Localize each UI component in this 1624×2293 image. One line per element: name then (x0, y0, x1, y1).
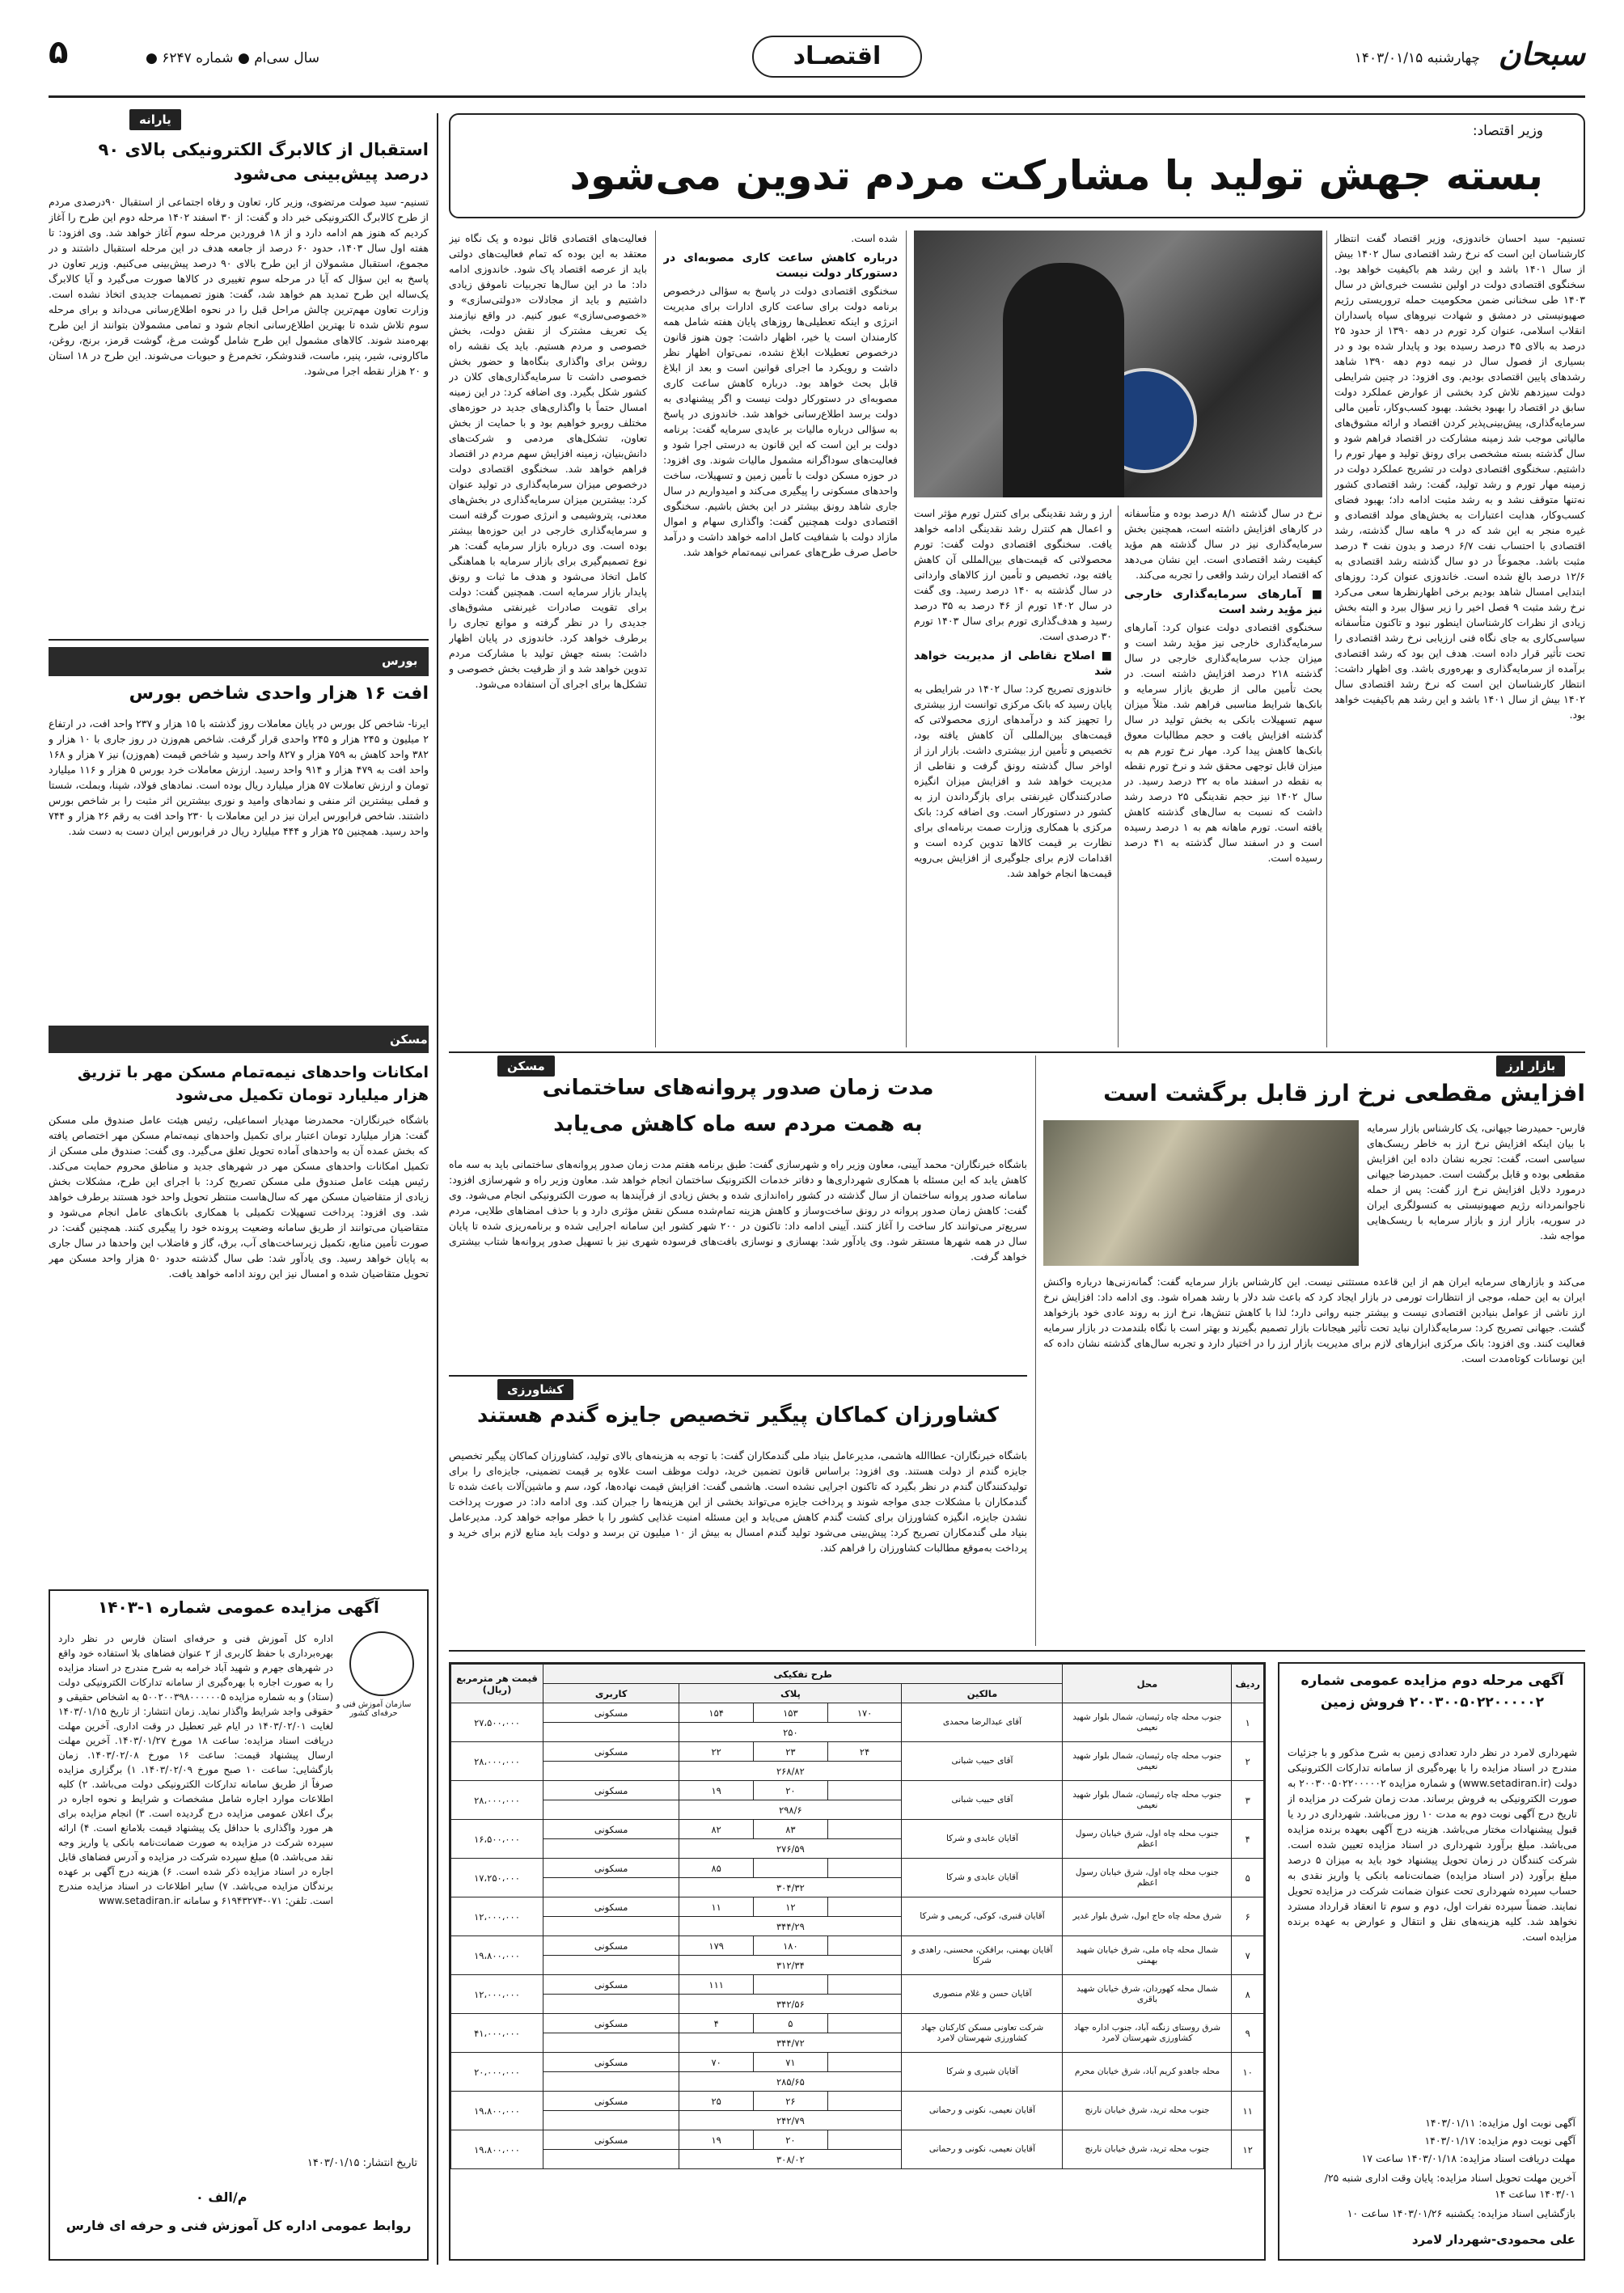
lead-col-1 (1334, 231, 1585, 1047)
arz-col-b (1043, 1274, 1585, 1646)
masthead-logo: سبحان (1498, 36, 1585, 72)
badge-bourse: بورس (382, 654, 418, 668)
cell-location: جنوب محله چاه اول، شرق خیابان رسول اعظم (1063, 1859, 1232, 1897)
mask-body (449, 1157, 1027, 1367)
kesh-text: باشگاه خبرنگاران- عطاالله هاشمی، مدیرعامل بنیاد ملی گندمکاران گفت: با توجه به هزینه‌های بالای تولید، کشاورزان کماکان پیگیر تخصیص جایزه گندم از دولت هستند. وی افزود: براساس قانون تضمین خرید، دولت موظف است علاوه بر قیمت تضمینی، جایزه‌ای را برای تولیدکنندگان گندم در نظر بگیرد که تاکنون اجرایی نشده است. هاشمی گفت: افزایش قیمت نهاده‌ها، کود، سم و ماشین‌آلات باعث شده تا گندمکاران با مشکلات جدی مواجه شوند و پرداخت جایزه می‌تواند بخشی از این هزینه‌ها را جبران کند. وی ادامه داد: در صورت پرداخت نشدن جایزه، انگیزه کشاورزان برای کشت گندم کاهش می‌یابد و این مسئله امنیت غذایی کشور را با خطر مواجه خواهد کرد. مدیرعامل بنیاد ملی گندمکاران تصریح کرد: پیش‌بینی می‌شود تولید گندم امسال به بیش از ۱۰ میلیون تن برسد و دولت باید منابع لازم برای خرید و پرداخت به‌موقع مطالبات کشاورزان را فراهم کند. (449, 1449, 1027, 1554)
cell-price: ۲۰،۰۰۰،۰۰۰ (451, 2053, 543, 2092)
cell-owner: آقایان عابدی و شرکا (902, 1820, 1063, 1859)
th-loc: محل (1063, 1665, 1232, 1703)
ad-body-text: اداره کل آموزش فنی و حرفه‌ای استان فارس در نظر دارد بهره‌برداری با حفظ کاربری از ۲ عنوان فضاهای بلا استفاده خود واقع در شهرهای جهرم و شهید آباد خرامه به شرح مندرج در اسناد مزایده را به صورت اجاره با بهره‌گیری از سامانه تدارکات الکترونیکی دولت (ستاد) و به شماره مزایده ۵۰۰۲۰۰۳۹۸۰۰۰۰۰۰۵ به اشخاص حقیقی و حقوقی واجد شرایط واگذار نماید. زمان انتشار: از تاریخ ۱۴۰۳/۰۱/۱۵ لغایت ۱۴۰۳/۰۲/۰۱ در ایام غیر تعطیل در وقت اداری. آخرین مهلت دریافت اسناد مزایده: ساعت ۱۸ مورخ ۱۴۰۳/۰۱/۲۷. آخرین مهلت ارسال پیشنهاد قیمت: ساعت ۱۶ مورخ ۱۴۰۳/۰۲/۰۸. زمان بازگشایی: ساعت ۱۰ صبح مورخ ۱۴۰۳/۰۲/۰۹. ۱) برگزاری مزایده صرفاً از طریق سامانه تدارکات الکترونیکی دولت می‌باشد. ۲) کلیه اطلاعات موارد اجاره شامل مشخصات و شرایط و نحوه اجاره در برگ اعلان عمومی مزایده درج گردیده است. ۳) انجام مزایده برای هر مورد واگذاری با حداقل یک پیشنهاد قیمت بلامانع است. ۴) ارائه سپرده شرکت در مزایده به صورت ضمانت‌نامه بانکی یا واریز وجه نقد می‌باشد. ۵) مبلغ سپرده شرکت در مزایده و آدرس فضاهای قابل اجاره در اسناد مزایده ذکر شده است. ۶) هزینه درج آگهی بر عهده برندگان مزایده می‌باشد. ۷) سایر اطلاعات در اسناد مزایده مندرج است. تلفن: ۰۷۱-۶۱۹۴۳۲۷۴ و سامانه www.setadiran.ir (58, 1633, 333, 1906)
lead-col-2 (1124, 506, 1322, 1047)
badge-mask: مسکن (497, 1056, 555, 1077)
left-article-1-body (49, 194, 429, 631)
cell-area-label (543, 1762, 679, 1781)
cell-plak: ۱۹ (679, 2130, 754, 2150)
cell-use: مسکونی (543, 1781, 679, 1800)
cell-price: ۱۷،۲۵۰،۰۰۰ (451, 1859, 543, 1897)
left-article-3-title: امکانات واحدهای نیمه‌تمام مسکن مهر با تزریق هزار میلیارد تومان تکمیل می‌شود (77, 1064, 429, 1104)
cell-plak (827, 1975, 902, 1995)
kesh-title: کشاورزان کماکان پیگیر تخصیص جایزه گندم هستند (476, 1403, 1000, 1428)
ad-logo (349, 1631, 414, 1696)
lead-headline: بسته جهش تولید با مشارکت مردم تدوین می‌شود (569, 152, 1543, 199)
cell-plak: ۱۵۳ (754, 1703, 828, 1723)
cell-plak (827, 1936, 902, 1956)
cell-plak (827, 1820, 902, 1839)
col-divider (1035, 1056, 1036, 1646)
lamerd-ad-text: شهرداری لامرد در نظر دارد تعدادی زمین به شرح مذکور و با جزئیات مندرج در اسناد مزایده را با بهره‌گیری از سامانه تدارکات الکترونیکی دولت (www.setadiran.ir) و شماره مزایده ۲۰۰۳۰۰۵۰۲۲۰۰۰۰۰۲ به صورت الکترونیکی به فروش برساند. مدت زمان شرکت در مزایده از تاریخ درج آگهی نوبت دوم به مدت ۱۰ روز می‌باشد. شهرداری در رد یا قبول پیشنهادات مختار می‌باشد. هزینه درج آگهی بعهده برنده مزایده می‌باشد. مبلغ برآورد شهرداری در اسناد مزایده تعیین شده است. شرکت کنندگان در زمان تحویل پیشنهاد خود باید به میزان ۵ درصد مبلغ برآورد (در اسناد مزایده) ضمانت‌نامه بانکی یا واریز نقدی به حساب سپرده شهرداری تحت عنوان ضمانت شرکت در مزایده تحویل نمایند. ضمناً سپرده نفرات اول، دوم و سوم تا انعقاد قرارداد مسترد نخواهد شد. کلیه هزینه‌های نقل و انتقال و عوارض به عهده برنده مزایده است. (1288, 1746, 1577, 1943)
cell-location: جنوب محله چاه رئیسان، شمال بلوار شهید نعیمی (1063, 1703, 1232, 1742)
lead-col-3a-text: ارز و رشد نقدینگی برای کنترل تورم مؤثر است و اعمال هم کنترل رشد نقدینگی ادامه خواهد یافت. سخنگوی اقتصادی دولت گفت: تورم محصولاتی که قیمت‌های بین‌المللی آن کاهش یافته بود، تخصیص و تأمین ارز کالاهای وارداتی در سال گذشته به ۱۴۰ درصد رسید. وی گفت در سال ۱۴۰۲ تورم از ۴۶ درصد به ۳۵ درصد رسید و هدف‌گذاری تورم برای سال ۱۴۰۳ تورم ۳۰ درصدی است. (914, 507, 1112, 642)
cell-use: مسکونی (543, 1897, 679, 1917)
technical-auction-ad (49, 1589, 429, 2261)
cell-price: ۱۶،۵۰۰،۰۰۰ (451, 1820, 543, 1859)
cell-use: مسکونی (543, 1820, 679, 1839)
badge-maskan: مسکن (390, 1032, 428, 1047)
arz-col-a (1367, 1120, 1585, 1266)
cell-use: مسکونی (543, 1703, 679, 1723)
land-table-wrap (449, 1662, 1266, 2261)
lead-subhead-3: درباره کاهش ساعت کاری مصوبه‌ای در دستورکار دولت نیست (663, 252, 898, 280)
cell-row-number: ۴ (1232, 1820, 1264, 1859)
left-article-2-text: ایرنا- شاخص کل بورس در پایان معاملات روز گذشته با ۱۵ هزار و ۲۳۷ واحد افت، در ارتفاع ۲ میلیون و ۲۴۵ هزار و ۲۴۵ واحدی قرار گرفت. شاخص هم‌وزن در روز جاری با ۱۰ هزار و ۳۸۲ واحد کاهش به ۷۵۹ هزار و ۸۲۷ واحد رسید و شاخص قیمت (هم‌وزن) نیز ۷ هزار و ۱۶۸ واحد افت به ۴۷۹ هزار و ۹۱۴ واحد رسید. ارزش معاملات خرد بورس ۵ هزار و ۱۱۶ میلیارد تومان و ارزش تعاملات ۵۷ هزار میلیارد ریال بوده است. نمادهای فولاد، شپنا، وبملت، شستا و فملی بیشترین اثر منفی و نمادهای وامید و نوری بیشترین اثر مثبت را بر شاخص بورس داشتند. شاخص فرابورس ایران نیز در این معاملات با ۲۳۰ واحد افت به رقم ۲۶ هزار و ۷۴۴ واحد رسید. همچنین ۲۵ هزار و ۴۴۴ میلیارد ریال در فرابورس ایران دست به دست شد. (49, 717, 429, 837)
cell-plak: ۲۶ (754, 2092, 828, 2111)
table-row (451, 1897, 1264, 1917)
table-row (451, 2092, 1264, 2111)
masthead-rule (49, 95, 1585, 98)
lead-col-4a-text: شده است. (851, 232, 898, 244)
table-row (451, 1781, 1264, 1800)
lead-col-2a-text: نرخ در سال گذشته ۸/۱ درصد بوده و متأسفانه در کارهای افزایش داشته است، همچنین بخش سرمایه‌گذاری نیز در سال گذشته هم مؤید کیفیت رشد اقتصادی است. این نشان می‌دهد که اقتصاد ایران رشد واقعی را تجربه می‌کند. (1124, 507, 1322, 581)
cell-plak (827, 2130, 902, 2150)
lead-col-2b-text: سخنگوی اقتصادی دولت عنوان کرد: آمارهای سرمایه‌گذاری خارجی نیز مؤید رشد است و میزان جذب سرمایه‌گذاری خارجی در سال گذشته ۲۱۸ درصد افزایش داشته است. در بحث تأمین مالی از طریق بازار سرمایه و بانک‌ها شرایط مناسبی فراهم شد. مثلاً میزان سهم تسهیلات بانکی به بخش تولید در سال گذشته افزایش یافت و حجم مطالبات معوق بانک‌ها کاهش پیدا کرد. مهار نرخ تورم هم به میزان قابل توجهی محقق شد و نرخ تورم نقطه به نقطه در اسفند ماه به ۳۲ درصد رسید. در سال ۱۴۰۲ نیز حجم نقدینگی ۲۵ درصد رشد داشت که نسبت به سال‌های گذشته کاهش یافته است. تورم ماهانه هم به ۱ درصد رسیده است و در اسفند سال گذشته به ۴۱ درصد رسیده است. (1124, 621, 1322, 864)
cell-plak (827, 1897, 902, 1917)
cell-owner: آقایان بهمنی، برافکن، محسنی، راهدی و شرکا (902, 1936, 1063, 1975)
cell-plak: ۱۱ (679, 1897, 754, 1917)
cell-use: مسکونی (543, 2092, 679, 2111)
arz-title: افزایش مقطعی نرخ ارز قابل برگشت است (1103, 1080, 1585, 1106)
lamerd-date-1: آگهی نوبت اول مزایده: ۱۴۰۳/۰۱/۱۱ (1425, 2117, 1575, 2129)
cell-row-number: ۸ (1232, 1975, 1264, 2014)
cell-plak: ۲۵ (679, 2092, 754, 2111)
cell-price: ۴۱،۰۰۰،۰۰۰ (451, 2014, 543, 2053)
cell-location: شرق روستای زنگنه آباد، جنوب اداره جهاد کشاورزی شهرستان لامرد (1063, 2014, 1232, 2053)
cell-area-label (543, 1917, 679, 1936)
th-row: ردیف (1232, 1665, 1264, 1703)
ad-date: تاریخ انتشار: ۱۴۰۳/۰۱/۱۵ (307, 2157, 417, 2169)
cell-area: ۳۴۴/۷۲ (679, 2033, 902, 2053)
col-divider (1326, 231, 1327, 1047)
cell-price: ۲۸،۰۰۰،۰۰۰ (451, 1742, 543, 1781)
cell-location: جنوب محله چاه اول، شرق خیابان رسول اعظم (1063, 1820, 1232, 1859)
lead-col-5-text: فعالیت‌های اقتصادی قائل نبوده و یک نگاه نیز معتقد به این بوده که تمام فعالیت‌های دولتی باید از عرصه اقتصاد پاک شود. خاندوزی ادامه داد: ما در این سال‌ها تجربیات ناموفق زیادی داشتیم و باید از مجادلات «دولتی‌سازی» و «خصوصی‌سازی» عبور کنیم. در واقع نیازمند یک تعریف مشترک از نقش دولت، بخش خصوصی و مردم هستیم. باید یک نقشه راه روشن برای واگذاری بنگاه‌ها و حضور بخش خصوصی داشت تا سرمایه‌گذاری‌های کلان در کشور شکل بگیرد. وی اضافه کرد: در این زمینه امسال حتماً با واگذاری‌های جدید در حوزه‌های مختلف روبرو خواهیم بود و با حمایت از بخش تعاون، تشکل‌های مردمی و شرکت‌های دانش‌بنیان، زمینه افزایش سهم مردم در اقتصاد فراهم خواهد شد. سخنگوی اقتصادی دولت درخصوص میزان سرمایه‌گذاری در تولید عنوان کرد: بیشترین میزان سرمایه‌گذاری در بخش‌های معدنی، پتروشیمی و انرژی صورت گرفته است و سرمایه‌گذاری خارجی در این حوزه‌ها بیشتر بوده است. وی درباره بازار سرمایه گفت: هر نوع تصمیم‌گیری برای بازار سرمایه با هماهنگی کامل اتخاذ می‌شود و هدف ما ثبات و رونق پایدار بازار سرمایه است. همچنین گفت: دولت برای تقویت صادرات غیرنفتی مشوق‌های جدیدی را در نظر گرفته و موانع تجاری را برطرف خواهد کرد. خاندوزی در پایان اظهار داشت: بسته جهش تولید با مشارکت مردم تدوین خواهد شد و از ظرفیت بخش خصوصی و تشکل‌ها برای اجرای آن استفاده می‌شود. (449, 232, 647, 690)
cell-plak (754, 1975, 828, 1995)
left-article-2-title: افت ۱۶ هزار واحدی شاخص بورس (129, 683, 429, 704)
lamerd-date-3: مهلت دریافت اسناد مزایده: ۱۴۰۳/۰۱/۱۸ ساعت ۱۷ (1361, 2152, 1575, 2164)
left-article-1-title: استقبال از کالابرگ الکترونیکی بالای ۹۰ درصد پیش‌بینی می‌شود (98, 140, 429, 184)
cell-plak: ۱۱۱ (679, 1975, 754, 1995)
masthead-issue: سال سی‌ام ● شماره ۶۲۴۷ ● (146, 50, 320, 66)
cell-plak (827, 1781, 902, 1800)
table-row (451, 1742, 1264, 1762)
th-price: قیمت هر مترمربع (ریال) (451, 1665, 543, 1703)
cell-location: جنوب محله ترید، شرق خیابان نارنج (1063, 2130, 1232, 2169)
cell-plak (754, 1859, 828, 1878)
cell-owner: آقایان قنبری، کوکی، کریمی و شرکا (902, 1897, 1063, 1936)
cell-area: ۳۱۲/۳۴ (679, 1956, 902, 1975)
kesh-rule (449, 1375, 1027, 1377)
cell-plak (827, 1859, 902, 1878)
cell-area: ۲۵۰ (679, 1723, 902, 1742)
lead-col-4 (663, 231, 898, 1047)
table-row (451, 2014, 1264, 2033)
cell-location: جنوب محله چاه رئیسان، شمال بلوار شهید نعیمی (1063, 1742, 1232, 1781)
lamerd-date-5: بازگشایی اسناد مزایده: یکشنبه ۱۴۰۳/۰۱/۲۶ ساعت ۱۰ (1347, 2207, 1575, 2219)
cell-area: ۳۴۴/۲۹ (679, 1917, 902, 1936)
cell-location: جنوب محله ترید، شرق خیابان نارنج (1063, 2092, 1232, 2130)
cell-location: شمال محله کهوردان، شرق خیابان شهید باقری (1063, 1975, 1232, 2014)
cell-plak: ۸۵ (679, 1859, 754, 1878)
ad-org: سازمان آموزش فنی و حرفه‌ای کشور (336, 1700, 412, 1718)
maskan-banner (49, 1026, 429, 1053)
cell-price: ۱۹،۸۰۰،۰۰۰ (451, 1936, 543, 1975)
cell-area-label (543, 2150, 679, 2169)
cell-plak: ۸۲ (679, 1820, 754, 1839)
cell-use: مسکونی (543, 1936, 679, 1956)
cell-price: ۱۲،۰۰۰،۰۰۰ (451, 1897, 543, 1936)
lamerd-auction-ad (1278, 1662, 1585, 2261)
th-plak: پلاک (679, 1684, 902, 1703)
bourse-banner (49, 647, 429, 676)
cell-row-number: ۷ (1232, 1936, 1264, 1975)
cell-plak: ۸۳ (754, 1820, 828, 1839)
left-article-2-body (49, 716, 429, 1015)
arz-photo (1043, 1120, 1359, 1266)
cell-owner: آقای عبدالرضا محمدی (902, 1703, 1063, 1742)
cell-plak: ۲۰ (754, 2130, 828, 2150)
cell-row-number: ۱۰ (1232, 2053, 1264, 2092)
cell-plak: ۱۷۹ (679, 1936, 754, 1956)
table-row (451, 2053, 1264, 2072)
table-row (451, 1975, 1264, 1995)
cell-price: ۱۹،۸۰۰،۰۰۰ (451, 2130, 543, 2169)
cell-area-label (543, 1723, 679, 1742)
cell-plak: ۷۱ (754, 2053, 828, 2072)
lead-col-3b-text: خاندوزی تصریح کرد: سال ۱۴۰۲ در شرایطی به پایان رسید که بانک مرکزی توانست ارز بیشتری را تجهیز کند و درآمدهای ارزی محصولاتی که قیمت‌های بین‌المللی آن کاهش یافته بود، تخصیص و تأمین ارز بیشتری داشت. بازار ارز از اواخر سال گذشته رونق گرفت و نقاطی از مدیریت خواهد شد و افزایش میزان انگیزه صادرکنندگان غیرنفتی برای بازگرداندن ارز به کشور در دستورکار است. وی اضافه کرد: بانک مرکزی با همکاری وزارت صمت برنامه‌ای برای نظارت بر قیمت کالاها تدوین کرده است و اقدامات لازم برای جلوگیری از افزایش بی‌رویه قیمت‌ها انجام خواهد شد. (914, 683, 1112, 879)
table-row (451, 1859, 1264, 1878)
cell-use: مسکونی (543, 1859, 679, 1878)
cell-row-number: ۶ (1232, 1897, 1264, 1936)
cell-location: شمال محله چاه ملی، شرق خیابان شهید بهمنی (1063, 1936, 1232, 1975)
cell-plak (827, 2053, 902, 2072)
cell-area: ۲۸۵/۶۵ (679, 2072, 902, 2092)
cell-owner: آقایان شیری و شرکا (902, 2053, 1063, 2092)
mask-title-2: به همت مردم سه ماه کاهش می‌یابد (553, 1112, 923, 1136)
cell-row-number: ۱۱ (1232, 2092, 1264, 2130)
cell-area: ۲۴۲/۷۹ (679, 2111, 902, 2130)
lead-kicker: وزیر اقتصاد: (1472, 123, 1543, 139)
cell-price: ۲۸،۰۰۰،۰۰۰ (451, 1781, 543, 1820)
lead-col-5 (449, 231, 647, 1047)
cell-area-label (543, 1800, 679, 1820)
cell-plak (827, 2014, 902, 2033)
kesh-body (449, 1448, 1027, 1642)
cell-owner: شرکت تعاونی مسکن کارکنان جهاد کشاورزی شهرستان لامرد (902, 2014, 1063, 2053)
cell-area: ۲۶۸/۸۲ (679, 1762, 902, 1781)
cell-price: ۱۹،۸۰۰،۰۰۰ (451, 2092, 543, 2130)
mask-text: باشگاه خبرنگاران- محمد آیینی، معاون وزیر راه و شهرسازی گفت: طبق برنامه هفتم مدت زمان صدور پروانه‌های ساختمانی باید به سه ماه کاهش یابد که این مسئله با همکاری شهرداری‌ها و دفاتر خدمات الکترونیک ساختمان انجام خواهد شد. معاون وزیر راه و شهرسازی افزود: سامانه صدور پروانه ساختمان از سال گذشته در کشور راه‌اندازی شده و بخش زیادی از فرآیندها به صورت الکترونیکی انجام می‌شود. وی گفت: کاهش زمان صدور پروانه در رونق ساخت‌وساز و کاهش هزینه تمام‌شده مسکن نقش مؤثری دارد و با حذف امضاهای طلایی، مردم سریع‌تر می‌توانند کار ساخت را آغاز کنند. آیینی ادامه داد: تاکنون در ۲۰۰ شهر کشور این سامانه اجرایی شده و برنامه‌ریزی شده تا پایان سال در همه شهرها مستقر شود. وی یادآور شد: بهسازی و نوسازی بافت‌های فرسوده شهری نیز با تسهیل صدور پروانه‌ها شتاب بیشتری خواهد گرفت. (449, 1158, 1027, 1263)
left-article-3-body (49, 1112, 429, 1581)
lead-subhead-2: ■ اصلاح نقاطی از مدیریت خواهد شد (914, 649, 1112, 678)
mask-title-1: مدت زمان صدور پروانه‌های ساختمانی (542, 1076, 934, 1100)
cell-row-number: ۲ (1232, 1742, 1264, 1781)
speaker-figure (1003, 263, 1124, 497)
lead-subhead-1: ■ آمارهای سرمایه‌گذاری خارجی نیز مؤید رشد است (1124, 588, 1322, 616)
table-row (451, 1703, 1264, 1723)
cell-row-number: ۱ (1232, 1703, 1264, 1742)
cell-area-label (543, 1956, 679, 1975)
th-use: کاربری (543, 1684, 679, 1703)
cell-owner: آقای حبیب شبانی (902, 1781, 1063, 1820)
land-table-body (451, 1703, 1264, 2169)
arz-text-b: می‌کند و بازارهای سرمایه ایران هم از این قاعده مستثنی نیست. این کارشناس بازار سرمایه گفت: گمانه‌زنی‌ها درباره واکنش ایران به این حمله، موجی از انتظارات تورمی در بازار ایجاد کرد که باعث شد دلار با رشد همراه شود. وی ادامه داد: افزایش نرخ ارز ناشی از عوامل بنیادین اقتصادی نیست و بیشتر جنبه روانی دارد؛ لذا با کاهش تنش‌ها، نرخ ارز به روند عادی خود بازخواهد گشت. جیهانی تصریح کرد: سرمایه‌گذاران نباید تحت تأثیر هیجانات بازار تصمیم بگیرند و بهتر است با نگاه بلندمدت در بازار سرمایه فعالیت کنند. وی افزود: بانک مرکزی ابزارهای لازم برای مدیریت بازار ارز را در اختیار دارد و تجربه سال‌های گذشته نشان داده که این نوسانات کوتاه‌مدت است. (1043, 1276, 1585, 1364)
cell-area-label (543, 2072, 679, 2092)
left-rule-1 (49, 639, 429, 641)
lead-col-3 (914, 506, 1112, 1047)
table-row (451, 2130, 1264, 2150)
arz-text-a: فارس- حمیدرضا جیهانی، یک کارشناس بازار سرمایه با بیان اینکه افزایش نرخ ارز به خاطر ریسک‌های سیاسی است، گفت: تجربه نشان داده این افزایش مقطعی بوده و قابل برگشت است. حمیدرضا جیهانی درمورد دلایل افزایش نرخ ارز گفت: پس از حمله ناجوانمردانه رژیم صهیونیستی به کنسولگری ایران در سوریه، بازار ارز و بازار سرمایه با ریسک‌هایی مواجه شد. (1367, 1122, 1585, 1242)
badge-yaraneh: یارانه (129, 109, 181, 130)
cell-use: مسکونی (543, 2130, 679, 2150)
cell-area-label (543, 1995, 679, 2014)
cell-plak: ۲۲ (679, 1742, 754, 1762)
lamerd-date-4: آخرین مهلت تحویل اسناد مزایده: پایان وقت اداری شنبه ۲۵/ ۱۴۰۳/۰۱ ساعت ۱۴ (1324, 2172, 1575, 2200)
lamerd-date-2: آگهی نوبت دوم مزایده: ۱۴۰۳/۰۱/۱۷ (1424, 2134, 1575, 2147)
th-plan: طرح تفکیکی (543, 1665, 1063, 1684)
lead-headline-box (449, 113, 1585, 218)
table-row (451, 1820, 1264, 1839)
cell-row-number: ۵ (1232, 1859, 1264, 1897)
cell-price: ۲۷،۵۰۰،۰۰۰ (451, 1703, 543, 1742)
cell-area: ۲۹۸/۶ (679, 1800, 902, 1820)
cell-area-label (543, 2033, 679, 2053)
mid-rule (449, 1051, 1585, 1053)
cell-use: مسکونی (543, 1975, 679, 1995)
cell-price: ۱۲،۰۰۰،۰۰۰ (451, 1975, 543, 2014)
cell-plak: ۵ (754, 2014, 828, 2033)
lead-col-1-text: تسنیم- سید احسان خاندوزی، وزیر اقتصاد گفت انتظار کارشناسان این است که نرخ رشد اقتصادی سال ۱۴۰۲ بیش از سال ۱۴۰۱ باشد و این رشد هم باکیفیت خواهد بود. سخنگوی اقتصادی دولت در اولین نشست خبری‌اش در سال ۱۴۰۳ طی سخنانی ضمن محکومیت حمله تروریستی رژیم صهیونیستی در دمشق و شهادت نیروهای سپاه پاسداران انقلاب اسلامی، عنوان کرد تورم در دهه ۱۳۹۰ از حدود ۲۵ درصد به بالای ۴۵ درصد رسیده بود و پایدار شده بود و در بسیاری از فصول سال در نیمه دوم دهه ۱۳۹۰ شاهد رشدهای پایین اقتصادی بودیم. وی افزود: در چنین شرایطی دولت سیزدهم تلاش کرد بخشی از عوارض عملکرد دولت سابق در اقتصاد را بهبود بخشد. بهبود کسب‌وکار، تأمین مالی سرمایه‌گذاری، پیش‌بینی‌پذیر کردن اقتصاد و ارائه مشوق‌های مالیاتی موجب شد زمینه مشارکت در اقتصاد فراهم شود و سال گذشته بسته مشخصی برای رونق تولید و مهار تورم را داشتیم. سخنگوی اقتصادی دولت در تشریح عملکرد دولت در زمینه مهار تورم و رشد تولید، گفت: رشد اقتصادی کشور نه‌تنها متوقف نشد و به رشد مثبت ادامه داد؛ بهبود فضای کسب‌وکار، هدایت اعتبارات به بخش‌های مولد اقتصادی و غیره منجر به این شد که در ۹ ماهه سال گذشته، رشد اقتصادی با احتساب نفت ۶/۷ درصد و بدون نفت ۴ درصد مثبت باشد. مجموعاً در دو سال گذشته رشد اقتصادی به ۱۲/۶ درصد بالغ شده است. خاندوزی عنوان کرد: روزهای ابتدایی امسال شاهد بودیم برخی اظهارنظرها سعی می‌کرد نرخ رشد مثبت ۹ فصل اخیر را زیر سؤال ببرد و البته بخش زیادی از نظرات کارشناسان اینطور نبود و تاکنون متأسفانه سیاسی‌کاری به جای نگاه فنی ارزیابی نرخ رشد اقتصادی را تحت تأثیر قرار داده است. هدف این بود که رشد اقتصادی برآمده از سرمایه‌گذاری و بهره‌وری باشد. وی اظهار داشت: انتظار کارشناسان این است که نرخ رشد اقتصادی سال ۱۴۰۲ بیش از سال ۱۴۰۱ باشد و این رشد هم باکیفیت خواهد بود. (1334, 232, 1585, 721)
left-column-divider (437, 113, 438, 2265)
cell-row-number: ۳ (1232, 1781, 1264, 1820)
cell-owner: آقای حبیب شبانی (902, 1742, 1063, 1781)
cell-location: محله جاهدو کریم آباد، شرق خیابان محرم (1063, 2053, 1232, 2092)
col-divider (1118, 506, 1119, 1047)
bottom-rule (449, 1650, 1585, 1652)
cell-row-number: ۱۲ (1232, 2130, 1264, 2169)
lamerd-signer: علی محمودی-شهردار لامرد (1411, 2232, 1575, 2247)
table-row (451, 1936, 1264, 1956)
ad-code: م/الف ۰ (196, 2189, 247, 2205)
cell-area-label (543, 1878, 679, 1897)
badge-kesh: کشاورزی (497, 1379, 573, 1400)
lead-col-4b-text: سخنگوی اقتصادی دولت در پاسخ به سؤالی درخصوص برنامه دولت برای ساعت کاری ادارات برای مدیریت انرژی و اینکه تعطیلی‌ها روزهای پایان هفته شامل همه کارمندان است یا خیر، اظهار داشت: چون هنوز قانون درخصوص تعطیلات ابلاغ نشده، نمی‌توان اظهار نظر داشت و رویکرد ما اجرای قوانین است و بعد از ابلاغ قابل بحث خواهد بود. درباره کاهش ساعت کاری مصوبه‌ای در دستورکار دولت نیست و اگر پیشنهادی به دولت برسد اطلاع‌رسانی خواهد شد. خاندوزی در پاسخ به سؤالی درباره مالیات بر عایدی سرمایه گفت: برنامه دولت بر این است که این قانون به درستی اجرا شود و فعالیت‌های سوداگرانه مشمول مالیات شوند. وی افزود: در حوزه مسکن دولت با تأمین زمین و تسهیلات، ساخت واحدهای مسکونی را پیگیری می‌کند و امیدواریم در سال جاری شاهد رونق بیشتر در این بخش باشیم. سخنگوی اقتصادی دولت همچنین گفت: واگذاری سهام و اموال مازاد دولت با شفافیت کامل ادامه خواهد داشت و درآمد حاصل صرف طرح‌های عمرانی نیمه‌تمام خواهد شد. (663, 285, 898, 558)
cell-area: ۲۷۶/۵۹ (679, 1839, 902, 1859)
cell-area: ۳۰۸/۰۲ (679, 2150, 902, 2169)
cell-plak: ۲۴ (827, 1742, 902, 1762)
left-article-1-text: تسنیم- سید صولت مرتضوی، وزیر کار، تعاون و رفاه اجتماعی از استقبال ۹۰درصدی مردم از طرح کالابرگ الکترونیکی خبر داد و گفت: از ۳۰ اسفند ۱۴۰۲ مرحله دوم این طرح را آغاز کردیم که هنوز هم ادامه دارد و از ۱۸ فروردین مرحله سوم آغاز خواهد شد. وی افزود: تا هفته اول سال ۱۴۰۳، حدود ۶۰ درصد از جامعه هدف در این مرحله استقبال داشتند و در مجموع، استقبال مشمولان از این طرح بالای ۹۰ درصد پیش‌بینی می‌کنیم. وزیر تعاون در پاسخ به این سؤال که آیا در مرحله سوم تغییری در کالاها صورت می‌گیرد و آیا کالابرگ یک‌ساله این طرح تمدید هم خواهد شد، گفت: هنوز تصمیمات جدیدی اتخاذ نشده است. وزارت تعاون مهم‌ترین چالش مراحل قبل را در نحوه اطلاع‌رسانی می‌داند و برای مرحله سوم تلاش شده تا بهترین اطلاع‌رسانی انجام شود و تمامی مشمولان بتوانند از این طرح بهره‌مند شوند. کالاهای مشمول این طرح شامل گوشت مرغ، گوشت قرمز، برنج، روغن، ماکارونی، شیر، پنیر، ماست، قندوشکر، تخم‌مرغ و حبوبات می‌شوند. این طرح در ۱۸ استان و ۲۰ هزار نقطه اجرا می‌شود. (49, 196, 429, 377)
col-divider (906, 231, 907, 1047)
cell-row-number: ۹ (1232, 2014, 1264, 2053)
badge-arz: بازار ارز (1496, 1056, 1565, 1077)
masthead-date: چهارشنبه ۱۴۰۳/۰۱/۱۵ (1354, 50, 1480, 66)
cell-plak: ۴ (679, 2014, 754, 2033)
cell-plak: ۲۰ (754, 1781, 828, 1800)
cell-location: جنوب محله چاه رئیسان، شمال بلوار شهید نعیمی (1063, 1781, 1232, 1820)
cell-plak: ۱۹ (679, 1781, 754, 1800)
cell-plak: ۱۸۰ (754, 1936, 828, 1956)
cell-use: مسکونی (543, 1742, 679, 1762)
cell-area: ۳۴۲/۵۶ (679, 1995, 902, 2014)
cell-owner: آقایان نعیمی، نکونی و رحمانی (902, 2092, 1063, 2130)
cell-area-label (543, 2111, 679, 2130)
section-title (752, 36, 922, 78)
cell-owner: آقایان نعیمی، نکونی و رحمانی (902, 2130, 1063, 2169)
cell-plak (827, 2092, 902, 2111)
cell-area-label (543, 1839, 679, 1859)
cell-location: شرق محله چاه حاج ابول، شرق بلوار غدیر (1063, 1897, 1232, 1936)
cell-plak: ۱۲ (754, 1897, 828, 1917)
left-article-3-text: باشگاه خبرنگاران- محمدرضا مهدیار اسماعیلی، رئیس هیئت عامل صندوق ملی مسکن گفت: هزار میلیارد تومان اعتبار برای تکمیل واحدهای نیمه‌تمام مسکن مهر اختصاص یافته که بخش عمده آن به واحدهای آماده تحویل تعلق می‌گیرد. وی گفت: صندوق ملی مسکن از تکمیل امکانات واحدهای مسکن مهر در شهرهای جدید و مناطق محروم حمایت می‌کند. رئیس هیئت عامل صندوق ملی مسکن تصریح کرد: با اجرای این طرح، مشکلات بخش زیادی از متقاضیان مسکن مهر که سال‌هاست منتظر تحویل واحد خود هستند برطرف خواهد شد. وی افزود: پرداخت تسهیلات تکمیلی با همکاری بانک‌های عامل انجام می‌شود و متقاضیان می‌توانند از طریق سامانه وضعیت پرونده خود را پیگیری کنند. همچنین گفت: در صورت تأمین منابع، تکمیل زیرساخت‌های آب، برق، گاز و فاضلاب این واحدها در سال جاری به پایان خواهد رسید. وی یادآور شد: طی سال گذشته حدود ۵۰ هزار واحد مسکن مهر تحویل متقاضیان شده و امسال نیز این روند ادامه خواهد یافت. (49, 1114, 429, 1280)
cell-plak: ۱۵۴ (679, 1703, 754, 1723)
cell-plak: ۷۰ (679, 2053, 754, 2072)
masthead (49, 32, 1585, 97)
ad-body (58, 1631, 333, 2149)
th-owner: مالکین (902, 1684, 1063, 1703)
section-title-text: اقتصـاد (793, 42, 882, 70)
ad-title: آگهی مزایده عمومی شماره ۱-۱۴۰۳ (98, 1597, 379, 1617)
lamerd-ad-title: آگهی مرحله دوم مزایده عمومی شماره ۲۰۰۳۰۰۵۰۲۲۰۰۰۰۰۲ فروش زمین (1300, 1673, 1564, 1711)
land-table (450, 1664, 1264, 2169)
cell-area: ۳۰۴/۳۲ (679, 1878, 902, 1897)
col-divider (655, 231, 656, 1047)
cell-plak: ۲۳ (754, 1742, 828, 1762)
lead-photo (914, 231, 1322, 497)
cell-use: مسکونی (543, 2014, 679, 2033)
cell-owner: آقایان عابدی و شرکا (902, 1859, 1063, 1897)
cell-plak: ۱۷۰ (827, 1703, 902, 1723)
lamerd-ad-body (1288, 1745, 1577, 2113)
page-number: ۵ (49, 34, 69, 71)
cell-use: مسکونی (543, 2053, 679, 2072)
ad-footer: روابط عمومی اداره کل آموزش فنی و حرفه ای فارس (66, 2218, 412, 2233)
cell-owner: آقایان حسن و غلام منصوری (902, 1975, 1063, 2014)
